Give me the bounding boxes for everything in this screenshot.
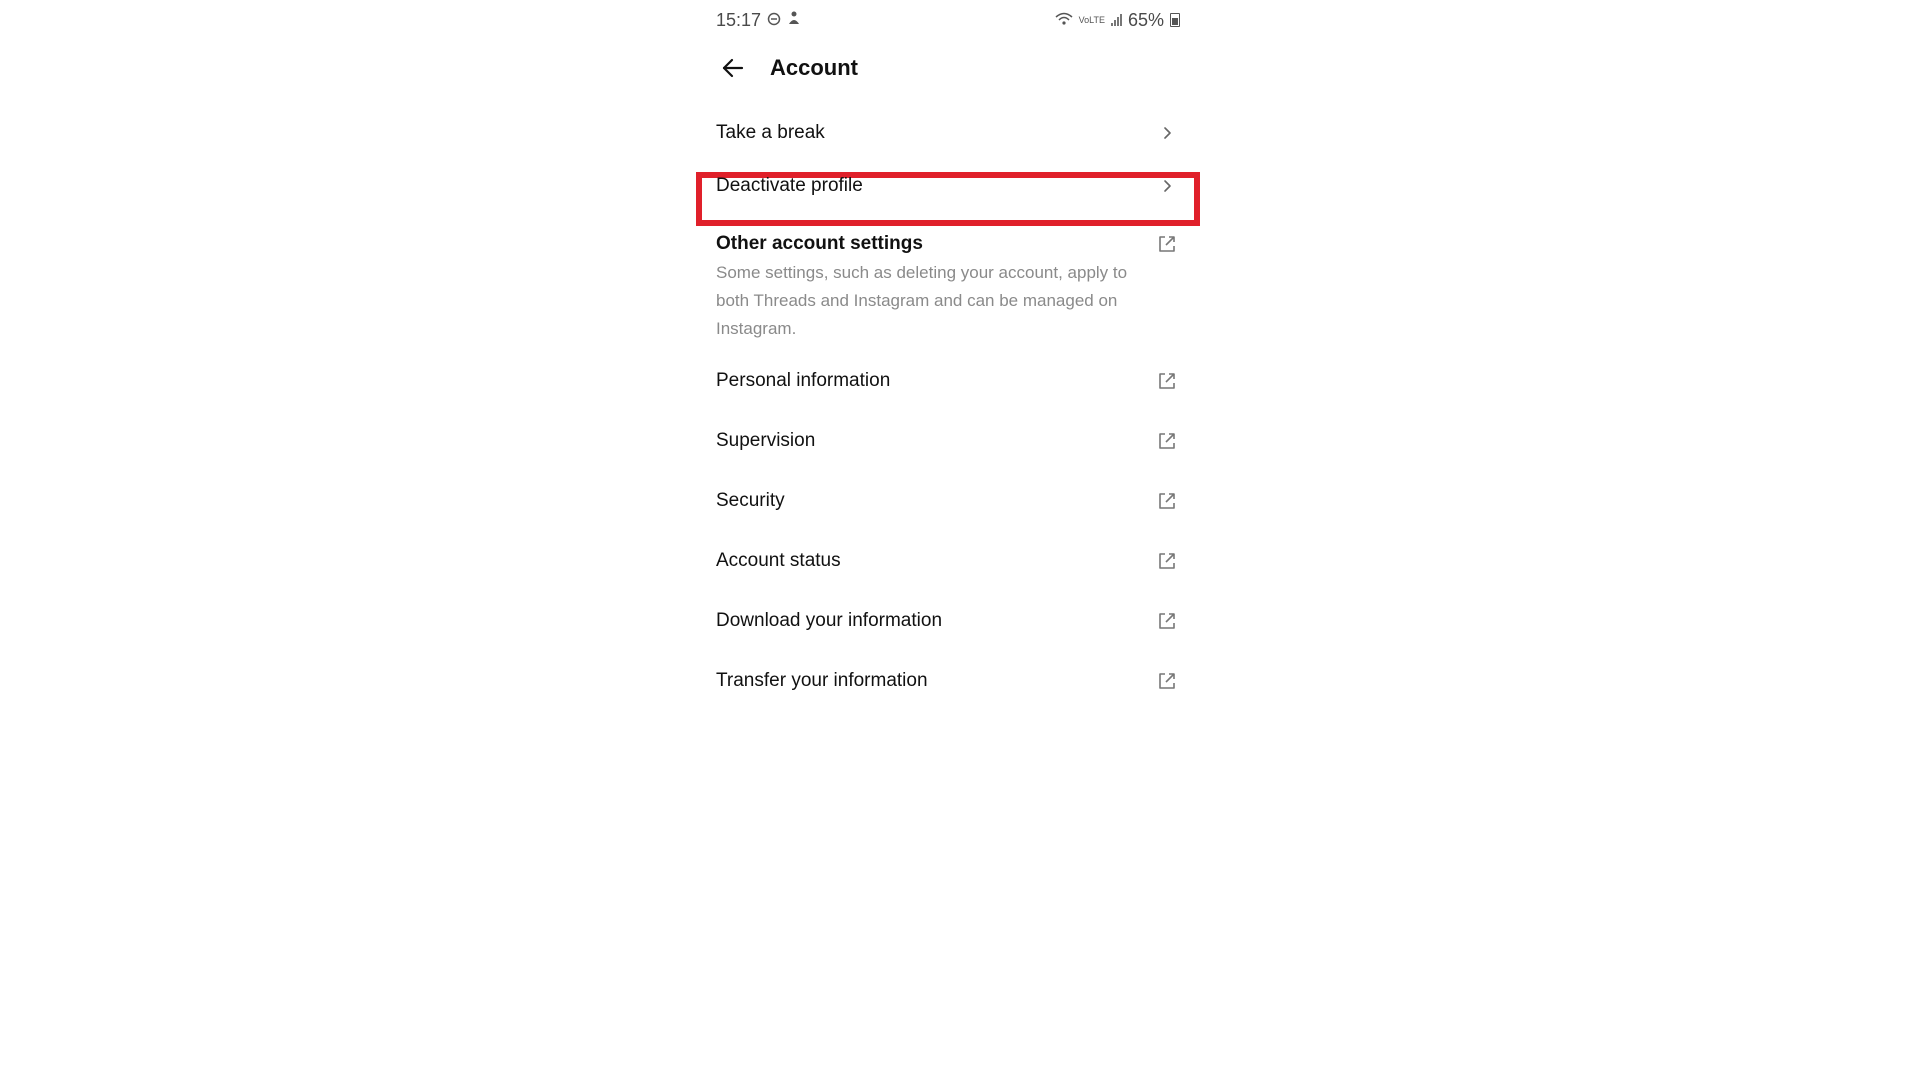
chevron-right-icon	[1154, 173, 1180, 199]
external-link-icon	[1154, 608, 1180, 634]
other-account-settings-item[interactable]	[698, 213, 1198, 351]
item-label: Personal information	[716, 370, 891, 391]
personal-information-item[interactable]	[698, 351, 1198, 411]
item-label: Account status	[716, 550, 841, 571]
item-label: Download your information	[716, 610, 943, 631]
external-link-icon	[1154, 368, 1180, 394]
security-item[interactable]	[698, 471, 1198, 531]
external-link-icon	[1154, 668, 1180, 694]
back-arrow-icon[interactable]	[716, 51, 750, 85]
deactivate-profile-item[interactable]	[698, 160, 1198, 213]
external-link-icon	[1154, 231, 1180, 257]
page-title: Account	[770, 55, 858, 80]
chevron-right-icon	[1154, 120, 1180, 146]
other-settings-text	[716, 231, 1136, 343]
phone-screen	[698, 0, 1198, 1080]
account-status-item[interactable]	[698, 531, 1198, 591]
header	[716, 48, 858, 88]
item-label: Deactivate profile	[716, 175, 863, 196]
item-label: Transfer your information	[716, 670, 928, 691]
supervision-item[interactable]	[698, 411, 1198, 471]
external-link-icon	[1154, 488, 1180, 514]
item-label: Take a break	[716, 122, 825, 143]
notification-icon	[787, 10, 801, 31]
item-label: Other account settings	[716, 233, 923, 254]
battery-icon	[1170, 13, 1180, 27]
network-type-label: VoLTE	[1078, 14, 1105, 25]
item-description: Some settings, such as deleting your account, apply to both Threads and Instagram and can be managed on Instagram.	[716, 263, 1128, 338]
signal-icon	[1111, 14, 1122, 26]
take-a-break-item[interactable]	[698, 108, 1198, 160]
status-time: 15:17	[716, 9, 762, 30]
external-link-icon	[1154, 548, 1180, 574]
do-not-disturb-icon	[767, 10, 781, 31]
status-right	[1055, 10, 1180, 31]
transfer-your-information-item[interactable]	[698, 651, 1198, 711]
settings-list	[698, 108, 1198, 711]
battery-percent: 65%	[1127, 9, 1164, 30]
status-bar	[716, 6, 1180, 34]
external-link-icon	[1154, 428, 1180, 454]
wifi-icon	[1055, 10, 1073, 31]
status-left	[716, 10, 801, 31]
download-your-information-item[interactable]	[698, 591, 1198, 651]
item-label: Security	[716, 490, 785, 511]
item-label: Supervision	[716, 430, 816, 451]
